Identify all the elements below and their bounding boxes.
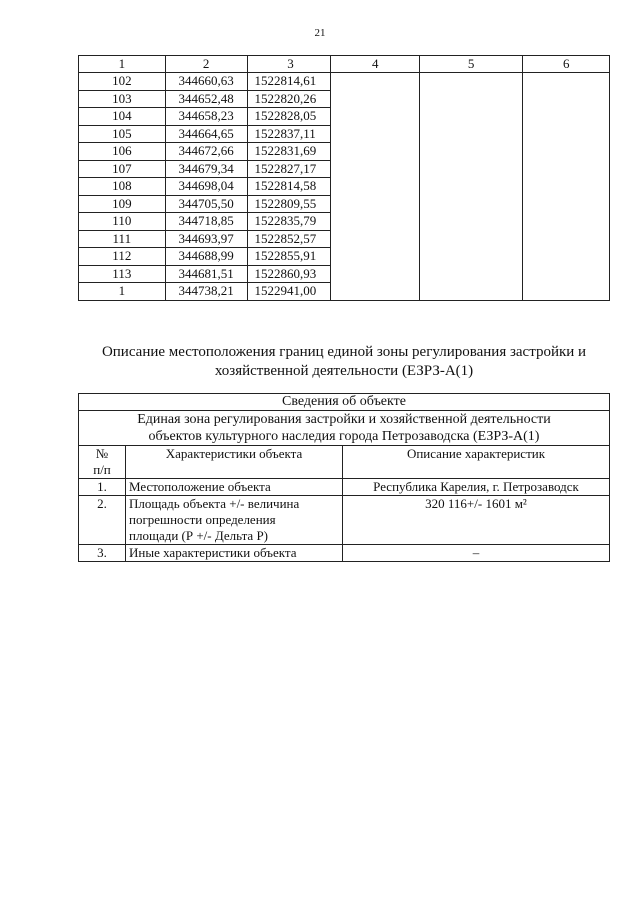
point-number: 1 xyxy=(79,283,166,301)
number-abbrev: п/п xyxy=(93,462,111,477)
table-row xyxy=(79,479,610,496)
coord-x: 344718,85 xyxy=(165,213,247,231)
section-heading xyxy=(78,343,610,381)
coordinates-table xyxy=(78,55,610,301)
coord-x: 344688,99 xyxy=(165,248,247,266)
column-header-characteristics: Характеристики объекта xyxy=(126,446,343,479)
info-table-title: Сведения об объекте xyxy=(79,394,610,411)
info-header-row xyxy=(79,446,610,479)
column-header-6: 6 xyxy=(523,56,610,73)
coord-x: 344672,66 xyxy=(165,143,247,161)
characteristic-name xyxy=(126,496,343,545)
coord-y: 1522809,55 xyxy=(247,195,331,213)
coord-x: 344698,04 xyxy=(165,178,247,196)
point-number: 102 xyxy=(79,73,166,91)
table-row xyxy=(79,73,610,91)
coord-x: 344664,65 xyxy=(165,125,247,143)
column-header-5: 5 xyxy=(419,56,522,73)
characteristic-name: Местоположение объекта xyxy=(126,479,343,496)
point-number: 105 xyxy=(79,125,166,143)
point-number: 109 xyxy=(79,195,166,213)
info-title-row xyxy=(79,394,610,411)
point-number: 103 xyxy=(79,90,166,108)
table-row xyxy=(79,496,610,545)
coord-y: 1522835,79 xyxy=(247,213,331,231)
coord-y: 1522820,26 xyxy=(247,90,331,108)
table-row xyxy=(79,545,610,562)
coord-y: 1522831,69 xyxy=(247,143,331,161)
point-number: 113 xyxy=(79,265,166,283)
empty-cell-col5 xyxy=(419,73,522,301)
characteristic-line: Площадь объекта +/- величина xyxy=(129,496,300,511)
column-header-description: Описание характеристик xyxy=(343,446,610,479)
coord-x: 344658,23 xyxy=(165,108,247,126)
column-header-2: 2 xyxy=(165,56,247,73)
column-header-3: 3 xyxy=(247,56,331,73)
zone-name-line-1: Единая зона регулирования застройки и хозяйственной деятельности xyxy=(137,412,551,427)
column-header-1: 1 xyxy=(79,56,166,73)
point-number: 111 xyxy=(79,230,166,248)
column-header-number xyxy=(79,446,126,479)
coord-y: 1522828,05 xyxy=(247,108,331,126)
coord-y: 1522941,00 xyxy=(247,283,331,301)
coord-y: 1522814,61 xyxy=(247,73,331,91)
coord-y: 1522855,91 xyxy=(247,248,331,266)
characteristic-value: – xyxy=(343,545,610,562)
row-number: 3. xyxy=(79,545,126,562)
coord-x: 344705,50 xyxy=(165,195,247,213)
coord-x: 344652,48 xyxy=(165,90,247,108)
empty-cell-col4 xyxy=(331,73,420,301)
section-heading-line-1: Описание местоположения границ единой зоны регулирования застройки и xyxy=(101,344,587,360)
zone-name-row xyxy=(79,411,610,446)
point-number: 106 xyxy=(79,143,166,161)
zone-name xyxy=(79,411,610,446)
zone-name-line-2: объектов культурного наследия города Петрозаводска (ЕЗРЗ-А(1) xyxy=(148,429,540,444)
point-number: 110 xyxy=(79,213,166,231)
empty-cell-col6 xyxy=(523,73,610,301)
coord-y: 1522837,11 xyxy=(247,125,331,143)
point-number: 108 xyxy=(79,178,166,196)
coord-x: 344693,97 xyxy=(165,230,247,248)
section-heading-line-2: хозяйственной деятельности (ЕЗРЗ-А(1) xyxy=(214,363,474,379)
coordinates-header-row xyxy=(79,56,610,73)
coord-y: 1522814,58 xyxy=(247,178,331,196)
coord-x: 344681,51 xyxy=(165,265,247,283)
row-number: 2. xyxy=(79,496,126,545)
page-number: 21 xyxy=(314,27,326,39)
coord-y: 1522852,57 xyxy=(247,230,331,248)
coord-y: 1522860,93 xyxy=(247,265,331,283)
characteristic-line: площади (Р +/- Дельта Р) xyxy=(129,528,269,543)
column-header-4: 4 xyxy=(331,56,420,73)
characteristic-name: Иные характеристики объекта xyxy=(126,545,343,562)
characteristic-value: 320 116+/- 1601 м² xyxy=(343,496,610,545)
coord-y: 1522827,17 xyxy=(247,160,331,178)
point-number: 107 xyxy=(79,160,166,178)
coord-x: 344660,63 xyxy=(165,73,247,91)
point-number: 112 xyxy=(79,248,166,266)
point-number: 104 xyxy=(79,108,166,126)
coord-x: 344738,21 xyxy=(165,283,247,301)
row-number: 1. xyxy=(79,479,126,496)
characteristic-line: погрешности определения xyxy=(129,512,276,527)
characteristic-value: Республика Карелия, г. Петрозаводск xyxy=(343,479,610,496)
coord-x: 344679,34 xyxy=(165,160,247,178)
object-info-table xyxy=(78,393,610,562)
number-sign: № xyxy=(95,446,109,461)
